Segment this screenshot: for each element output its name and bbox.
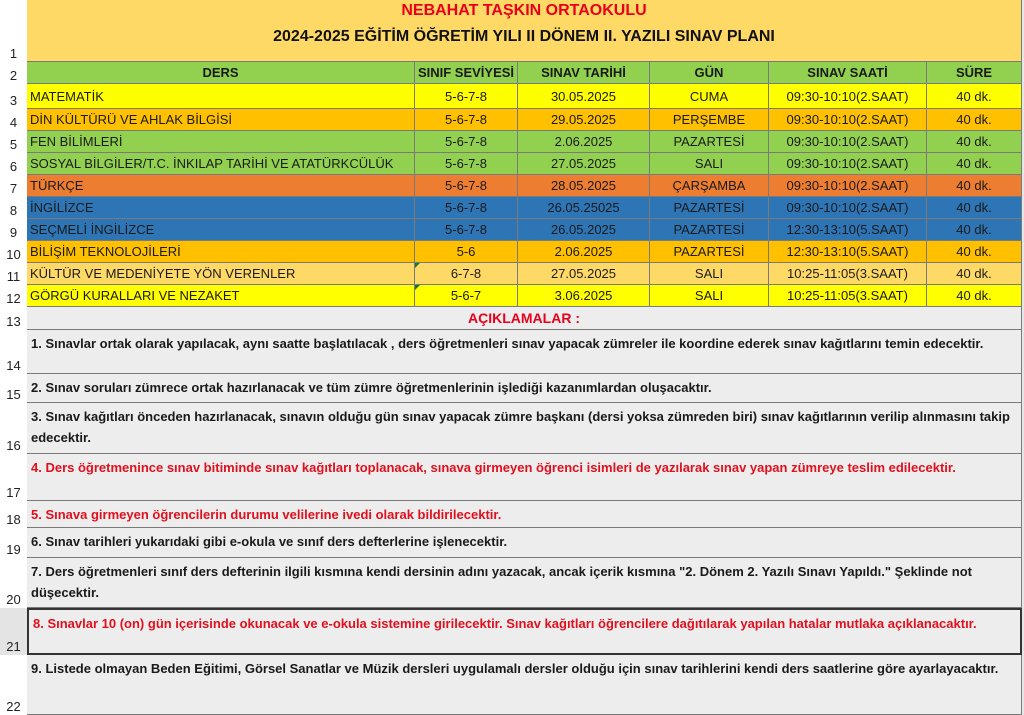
cell-saat[interactable] [769, 263, 927, 285]
cell-text: GÖRGÜ KURALLARI VE NEZAKET [30, 288, 240, 303]
cell-ders[interactable] [27, 285, 415, 307]
cell-tarih[interactable] [518, 175, 650, 197]
cell-text: 27.05.2025 [550, 156, 617, 171]
note-2: 2. Sınav soruları zümrece ortak hazırlanacak ve tüm zümre öğretmenlerinin işlediği kazanımlardan oluşacaktır. [27, 374, 1022, 403]
cell-text: 09:30-10:10(2.SAAT) [786, 134, 909, 149]
row-header-1[interactable]: 1 [0, 0, 27, 62]
row-header-21[interactable]: 21 [0, 608, 27, 655]
cell-sinif[interactable] [415, 175, 518, 197]
cell-tarih[interactable] [518, 109, 650, 131]
note-row[interactable] [27, 330, 1022, 374]
cell-text: PERŞEMBE [672, 112, 746, 127]
cell-text: ÇARŞAMBA [672, 178, 746, 193]
note-7: 7. Ders öğretmenleri sınıf ders defterinin ilgili kısmına kendi dersinin adını yazacak, ancak içerik kısmına "2. Dönem 2. Yazılı Sınavı Yapıldı." Şeklinde not düşecektir. [27, 558, 1022, 608]
cell-text: İNGİLİZCE [30, 200, 94, 215]
row-header-11[interactable]: 11 [0, 263, 27, 285]
cell-gun[interactable] [650, 263, 769, 285]
cell-text: 40 dk. [956, 156, 992, 171]
cell-sure[interactable] [927, 131, 1022, 153]
cell-text: 12:30-13:10(5.SAAT) [786, 222, 909, 237]
cell-tarih[interactable] [518, 285, 650, 307]
cell-sinif[interactable] [415, 109, 518, 131]
cell-sure[interactable] [927, 84, 1022, 109]
cell-text: TÜRKÇE [30, 178, 84, 193]
cell-text: 12:30-13:10(5.SAAT) [786, 244, 909, 259]
cell-tarih[interactable] [518, 131, 650, 153]
header-sure[interactable]: SÜRE [927, 62, 1022, 84]
row-header-6[interactable]: 6 [0, 153, 27, 175]
cell-text: 5-6-7-8 [445, 156, 487, 171]
cell-text: 26.05.2025 [550, 222, 617, 237]
cell-text: 3.06.2025 [554, 288, 613, 303]
cell-tarih[interactable] [518, 219, 650, 241]
cell-sure[interactable] [927, 153, 1022, 175]
cell-text: 5-6-7-8 [445, 222, 487, 237]
cell-gun[interactable] [650, 219, 769, 241]
row-header-2[interactable]: 2 [0, 62, 27, 84]
cell-text: FEN BİLİMLERİ [30, 134, 123, 149]
cell-text: 10:25-11:05(3.SAAT) [787, 266, 908, 281]
header-sinif[interactable]: SINIF SEVİYESİ [415, 62, 518, 84]
header-tarih[interactable]: SINAV TARİHİ [518, 62, 650, 84]
cell-sure[interactable] [927, 109, 1022, 131]
cell-text: 10:25-11:05(3.SAAT) [787, 288, 908, 303]
table-row [27, 241, 1022, 263]
cell-saat[interactable] [769, 241, 927, 263]
cell-ders[interactable] [27, 153, 415, 175]
row-header-19[interactable]: 19 [0, 528, 27, 558]
cell-gun[interactable] [650, 197, 769, 219]
row-header-7[interactable]: 7 [0, 175, 27, 197]
cell-sure[interactable] [927, 285, 1022, 307]
cell-text: 28.05.2025 [550, 178, 617, 193]
cell-text: 40 dk. [956, 244, 992, 259]
cell-saat[interactable] [769, 197, 927, 219]
cell-saat[interactable] [769, 84, 927, 109]
cell-text: KÜLTÜR VE MEDENİYETE YÖN VERENLER [30, 266, 296, 281]
note-row[interactable] [27, 528, 1022, 558]
cell-ders[interactable] [27, 84, 415, 109]
header-gun[interactable]: GÜN [650, 62, 769, 84]
note-1: 1. Sınavlar ortak olarak yapılacak, aynı saatte başlatılacak , ders öğretmenleri sınav yapacak zümreler ile koordine ederek sınav kağıtlarını temin edecektir. [27, 330, 1022, 374]
row-header-9[interactable]: 9 [0, 219, 27, 241]
note-row[interactable] [27, 655, 1022, 715]
cell-sure[interactable] [927, 263, 1022, 285]
cell-text: 5-6-7 [450, 288, 482, 303]
error-indicator-icon [415, 263, 420, 268]
cell-tarih[interactable] [518, 241, 650, 263]
school-name: NEBAHAT TAŞKIN ORTAOKULU [401, 2, 647, 19]
cell-text: 40 dk. [956, 288, 992, 303]
cell-text: PAZARTESİ [673, 134, 745, 149]
row-header-20[interactable]: 20 [0, 558, 27, 608]
cell-text: 40 dk. [956, 88, 992, 104]
header-saat[interactable]: SINAV SAATİ [769, 62, 927, 84]
table-row [27, 285, 1022, 307]
cell-tarih[interactable] [518, 197, 650, 219]
cell-ders[interactable] [27, 131, 415, 153]
plan-title: 2024-2025 EĞİTİM ÖĞRETİM YILI II DÖNEM II. YAZILI SINAV PLANI [273, 28, 775, 45]
cell-ders[interactable] [27, 109, 415, 131]
table-row [27, 84, 1022, 109]
explanations-title: AÇIKLAMALAR : [27, 307, 1022, 330]
cell-tarih[interactable] [518, 263, 650, 285]
cell-text: 5-6-7-8 [445, 88, 487, 104]
cell-text: 27.05.2025 [550, 266, 617, 281]
row-header-14[interactable]: 14 [0, 330, 27, 374]
cell-sinif[interactable] [415, 197, 518, 219]
note-6: 6. Sınav tarihleri yukarıdaki gibi e-okula ve sınıf ders defterlerine işlenecektir. [27, 528, 1022, 558]
cell-text: PAZARTESİ [673, 200, 745, 215]
cell-saat[interactable] [769, 219, 927, 241]
explanations-row[interactable] [27, 307, 1022, 330]
note-5: 5. Sınava girmeyen öğrencilerin durumu velilerine ivedi olarak bildirilecektir. [27, 501, 1022, 528]
cell-text: 40 dk. [956, 178, 992, 193]
cell-text: 6-7-8 [450, 266, 482, 281]
cell-text: 29.05.2025 [550, 112, 617, 127]
cell-text: SEÇMELİ İNGİLİZCE [30, 222, 155, 237]
cell-sinif[interactable] [415, 219, 518, 241]
table-row [27, 197, 1022, 219]
cell-tarih[interactable] [518, 153, 650, 175]
cell-text: 2.06.2025 [554, 134, 613, 149]
row-header-22[interactable]: 22 [0, 655, 27, 715]
cell-text: 09:30-10:10(2.SAAT) [786, 88, 909, 104]
row-header-17[interactable]: 17 [0, 454, 27, 501]
cell-text: 5-6-7-8 [445, 178, 487, 193]
cell-text: 5-6-7-8 [445, 200, 487, 215]
cell-ders[interactable] [27, 197, 415, 219]
table-row [27, 263, 1022, 285]
cell-sinif[interactable] [415, 285, 518, 307]
cell-gun[interactable] [650, 175, 769, 197]
row-header-12[interactable]: 12 [0, 285, 27, 307]
error-indicator-icon [415, 285, 420, 290]
row-header-3[interactable]: 3 [0, 84, 27, 109]
cell-text: SALI [694, 288, 724, 303]
note-row[interactable] [27, 501, 1022, 528]
cell-text: 40 dk. [956, 134, 992, 149]
cell-gun[interactable] [650, 131, 769, 153]
cell-saat[interactable] [769, 285, 927, 307]
cell-text: 09:30-10:10(2.SAAT) [786, 178, 909, 193]
cell-sure[interactable] [927, 241, 1022, 263]
cell-saat[interactable] [769, 153, 927, 175]
cell-text: SALI [694, 156, 724, 171]
cell-sinif[interactable] [415, 153, 518, 175]
cell-text: 09:30-10:10(2.SAAT) [786, 112, 909, 127]
cell-gun[interactable] [650, 241, 769, 263]
cell-sinif[interactable] [415, 263, 518, 285]
cell-ders[interactable] [27, 219, 415, 241]
note-3: 3. Sınav kağıtları önceden hazırlanacak, sınavın olduğu gün sınav yapacak zümre başkanı (dersi yoksa zümreden biri) sınav kağıtlarının verilip alınmasını takip edecektir. [27, 403, 1022, 454]
table-row [27, 131, 1022, 153]
cell-text: 5-6 [456, 244, 476, 259]
cell-sure[interactable] [927, 219, 1022, 241]
cell-text: 26.05.25025 [547, 200, 620, 215]
cell-text: 40 dk. [956, 200, 992, 215]
cell-sure[interactable] [927, 175, 1022, 197]
cell-text: MATEMATİK [30, 88, 104, 104]
note-row[interactable] [27, 558, 1022, 608]
row-header-18[interactable]: 18 [0, 501, 27, 528]
row-header-5[interactable]: 5 [0, 131, 27, 153]
cell-text: 09:30-10:10(2.SAAT) [786, 200, 909, 215]
note-row[interactable] [27, 403, 1022, 454]
row-header-15[interactable]: 15 [0, 374, 27, 403]
cell-ders[interactable] [27, 175, 415, 197]
cell-sinif[interactable] [415, 131, 518, 153]
table-row [27, 175, 1022, 197]
cell-saat[interactable] [769, 109, 927, 131]
cell-gun[interactable] [650, 109, 769, 131]
cell-saat[interactable] [769, 131, 927, 153]
cell-text: 40 dk. [956, 112, 992, 127]
cell-sure[interactable] [927, 197, 1022, 219]
cell-text: CUMA [689, 88, 729, 104]
cell-text: 5-6-7-8 [445, 134, 487, 149]
cell-text: SOSYAL BİLGİLER/T.C. İNKILAP TARİHİ VE ATATÜRKCÜLÜK [30, 156, 394, 171]
cell-ders[interactable] [27, 263, 415, 285]
cell-text: 30.05.2025 [550, 88, 617, 104]
table-row [27, 153, 1022, 175]
cell-gun[interactable] [650, 84, 769, 109]
row-header-8[interactable]: 8 [0, 197, 27, 219]
cell-saat[interactable] [769, 175, 927, 197]
cell-text: 5-6-7-8 [445, 112, 487, 127]
note-row-selected[interactable] [27, 608, 1022, 655]
row-header-4[interactable]: 4 [0, 109, 27, 131]
cell-sinif[interactable] [415, 84, 518, 109]
row-header-16[interactable]: 16 [0, 403, 27, 454]
note-9: 9. Listede olmayan Beden Eğitimi, Görsel Sanatlar ve Müzik dersleri uygulamalı dersler olduğu için sınav tarihlerini kendi ders saatlerine göre ayarlayacaktır. [27, 655, 1022, 715]
cell-tarih[interactable] [518, 84, 650, 109]
cell-text: PAZARTESİ [673, 222, 745, 237]
note-row[interactable] [27, 454, 1022, 501]
table-row [27, 109, 1022, 131]
cell-text: DİN KÜLTÜRÜ VE AHLAK BİLGİSİ [30, 112, 233, 127]
header-ders[interactable]: DERS [27, 62, 415, 84]
cell-text: 09:30-10:10(2.SAAT) [786, 156, 909, 171]
row-header-13[interactable]: 13 [0, 307, 27, 330]
cell-text: BİLİŞİM TEKNOLOJİLERİ [30, 244, 181, 259]
cell-text: 40 dk. [956, 222, 992, 237]
cell-sinif[interactable] [415, 241, 518, 263]
cell-gun[interactable] [650, 153, 769, 175]
cell-text: PAZARTESİ [673, 244, 745, 259]
title-row[interactable] [27, 0, 1022, 62]
cell-text: 40 dk. [956, 266, 992, 281]
cell-gun[interactable] [650, 285, 769, 307]
cell-ders[interactable] [27, 241, 415, 263]
row-header-10[interactable]: 10 [0, 241, 27, 263]
note-row[interactable] [27, 374, 1022, 403]
table-row [27, 219, 1022, 241]
cell-text: SALI [694, 266, 724, 281]
table-header-row [27, 62, 1022, 84]
note-8: 8. Sınavlar 10 (on) gün içerisinde okunacak ve e-okula sistemine girilecektir. Sınav kağıtları öğrencilere dağıtılarak yapılan hatalar mutlaka açıklanacaktır. [27, 608, 1022, 655]
note-4: 4. Ders öğretmenince sınav bitiminde sınav kağıtları toplanacak, sınava girmeyen öğrenci isimleri de yazılarak sınav yapan zümreye teslim edilecektir. [27, 454, 1022, 501]
cell-text: 2.06.2025 [554, 244, 613, 259]
